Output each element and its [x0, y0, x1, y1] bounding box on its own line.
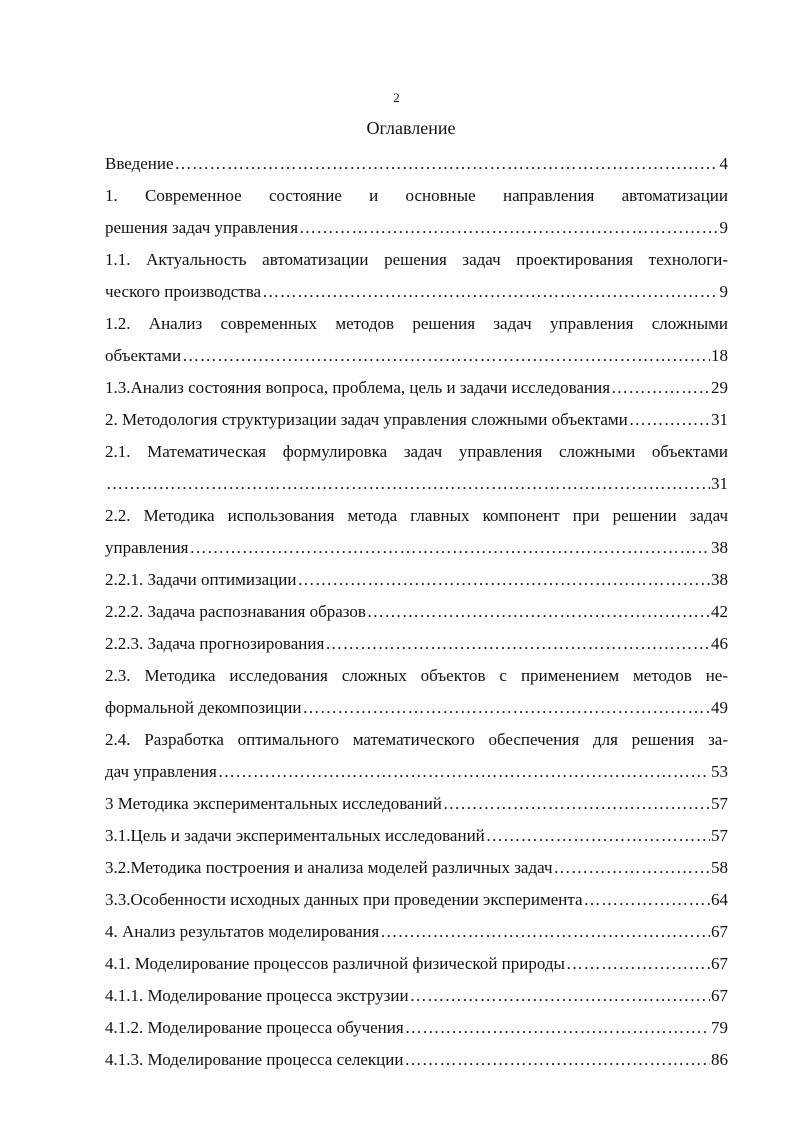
toc-entry [105, 916, 728, 948]
toc-entry-number: 3.2. [105, 858, 131, 877]
toc-entry-text: Анализ состояния вопроса, проблема, цель и задачи исследования [130, 378, 611, 397]
toc-entry-line [105, 372, 728, 404]
toc-entry-page: 46 [711, 634, 728, 653]
toc-entry-text: 4.1. Моделирование процессов различной физической природы [105, 954, 565, 973]
toc-entry-line [105, 148, 728, 180]
toc-entry [105, 404, 728, 436]
toc-entry [105, 1044, 728, 1076]
dot-leader [218, 756, 710, 788]
dot-leader [106, 468, 710, 500]
dot-leader [298, 564, 710, 596]
toc-entry [105, 820, 728, 852]
toc-entry-page: 18 [711, 346, 728, 365]
dot-leader [380, 916, 710, 948]
toc-entry-text: 2.2. Методика использования метода главных компонент при решении задач [105, 506, 728, 525]
dot-leader [404, 1044, 710, 1076]
toc-entry-line [105, 404, 728, 436]
toc-entry [105, 788, 728, 820]
toc-entry-page: 9 [719, 218, 728, 237]
toc-entry [105, 596, 728, 628]
toc-entry-line [105, 852, 728, 884]
toc-entry-text: 2.4. Разработка оптимального математического обеспечения для решения за- [105, 730, 728, 749]
toc-entry-line [105, 628, 728, 660]
toc-entry-text: управления [105, 538, 189, 557]
toc-entry-text: решения задач управления [105, 218, 299, 237]
toc-entry-text: дач управления [105, 762, 217, 781]
dot-leader [405, 1012, 710, 1044]
toc-entry-number: 3.1. [105, 826, 131, 845]
toc-entry [105, 564, 728, 596]
toc-entry [105, 436, 728, 500]
toc-entry [105, 148, 728, 180]
table-of-contents [105, 148, 728, 1076]
toc-entry-text: 3 Методика экспериментальных исследований [105, 794, 442, 813]
toc-entry-page: 38 [711, 538, 728, 557]
toc-entry-line [105, 756, 728, 788]
toc-entry-page: 64 [711, 890, 728, 909]
toc-entry [105, 244, 728, 308]
toc-entry-page: 9 [719, 282, 728, 301]
toc-entry-line [105, 212, 728, 244]
toc-entry-line [105, 468, 728, 500]
toc-entry-text: Методика построения и анализа моделей различных задач [130, 858, 553, 877]
toc-entry-line [105, 916, 728, 948]
dot-leader [367, 596, 710, 628]
dot-leader [584, 884, 710, 916]
toc-entry [105, 884, 728, 916]
toc-entry-line [105, 820, 728, 852]
toc-entry [105, 724, 728, 788]
toc-entry-page: 31 [711, 474, 728, 493]
toc-entry-page: 53 [711, 762, 728, 781]
toc-entry-number: 3.3. [105, 890, 131, 909]
toc-entry [105, 308, 728, 372]
dot-leader [299, 212, 718, 244]
toc-entry-text: 2.2.1. Задачи оптимизации [105, 570, 297, 589]
dot-leader [325, 628, 710, 660]
toc-entry-page: 86 [711, 1050, 728, 1069]
toc-entry [105, 1012, 728, 1044]
dot-leader [629, 404, 710, 436]
toc-entry [105, 660, 728, 724]
toc-entry-text: 1.2. Анализ современных методов решения задач управления сложными [105, 314, 728, 333]
toc-entry-line [105, 564, 728, 596]
toc-entry-line [105, 884, 728, 916]
dot-leader [410, 980, 710, 1012]
toc-entry [105, 980, 728, 1012]
dot-leader [182, 340, 710, 372]
toc-entry-text: 1.1. Актуальность автоматизации решения задач проектирования технологи- [105, 250, 728, 269]
dot-leader [566, 948, 710, 980]
toc-entry-page: 38 [711, 570, 728, 589]
toc-entry-page: 57 [711, 794, 728, 813]
toc-entry-text: Введение [105, 154, 174, 173]
toc-entry-text: 2. Методология структуризации задач управления сложными объектами [105, 410, 628, 429]
dot-leader [190, 532, 711, 564]
toc-entry-text: Особенности исходных данных при проведении эксперимента [130, 890, 583, 909]
toc-entry-page: 67 [711, 922, 728, 941]
toc-entry-text: объектами [105, 346, 182, 365]
toc-entry-text: 4.1.3. Моделирование процесса селекции [105, 1050, 404, 1069]
dot-leader [303, 692, 710, 724]
toc-entry-text: 2.2.2. Задача распознавания образов [105, 602, 366, 621]
toc-entry [105, 628, 728, 660]
dot-leader [554, 852, 710, 884]
toc-entry-text: 2.2.3. Задача прогнозирования [105, 634, 325, 653]
toc-entry-text: Цель и задачи экспериментальных исследований [130, 826, 485, 845]
toc-entry-line [105, 692, 728, 724]
toc-entry-line [105, 1044, 728, 1076]
toc-entry-line [105, 596, 728, 628]
toc-entry-page: 67 [711, 986, 728, 1005]
toc-entry [105, 180, 728, 244]
dot-leader [443, 788, 710, 820]
toc-entry [105, 500, 728, 564]
toc-entry-line [105, 948, 728, 980]
toc-entry-text: 4.1.1. Моделирование процесса экструзии [105, 986, 409, 1005]
toc-entry-page: 67 [711, 954, 728, 973]
toc-entry-page: 29 [711, 378, 728, 397]
toc-entry-line [105, 340, 728, 372]
dot-leader [611, 372, 710, 404]
toc-entry-page: 42 [711, 602, 728, 621]
toc-title: Оглавление [366, 118, 456, 138]
toc-entry-line [105, 980, 728, 1012]
toc-entry-number: 1.3. [105, 378, 131, 397]
toc-entry-line [105, 788, 728, 820]
toc-entry-line [105, 276, 728, 308]
toc-entry-page: 79 [711, 1018, 728, 1037]
toc-entry-page: 58 [711, 858, 728, 877]
toc-entry-line [105, 532, 728, 564]
toc-entry-page: 4 [719, 154, 728, 173]
page-number: 2 [393, 90, 400, 105]
dot-leader [486, 820, 710, 852]
toc-entry [105, 372, 728, 404]
toc-entry-page: 31 [711, 410, 728, 429]
dot-leader [175, 148, 719, 180]
toc-entry-text: 2.3. Методика исследования сложных объектов с применением методов не- [105, 666, 728, 685]
toc-entry-text: 4.1.2. Моделирование процесса обучения [105, 1018, 404, 1037]
toc-entry-line [105, 1012, 728, 1044]
toc-entry [105, 948, 728, 980]
toc-entry-text: формальной декомпозиции [105, 698, 302, 717]
toc-entry-text: 2.1. Математическая формулировка задач управления сложными объектами [105, 442, 728, 461]
toc-entry [105, 852, 728, 884]
toc-entry-text: 4. Анализ результатов моделирования [105, 922, 380, 941]
toc-entry-text: ческого производства [105, 282, 262, 301]
toc-entry-page: 49 [711, 698, 728, 717]
toc-entry-page: 57 [711, 826, 728, 845]
toc-entry-text: 1. Современное состояние и основные направления автоматизации [105, 186, 728, 205]
dot-leader [262, 276, 718, 308]
